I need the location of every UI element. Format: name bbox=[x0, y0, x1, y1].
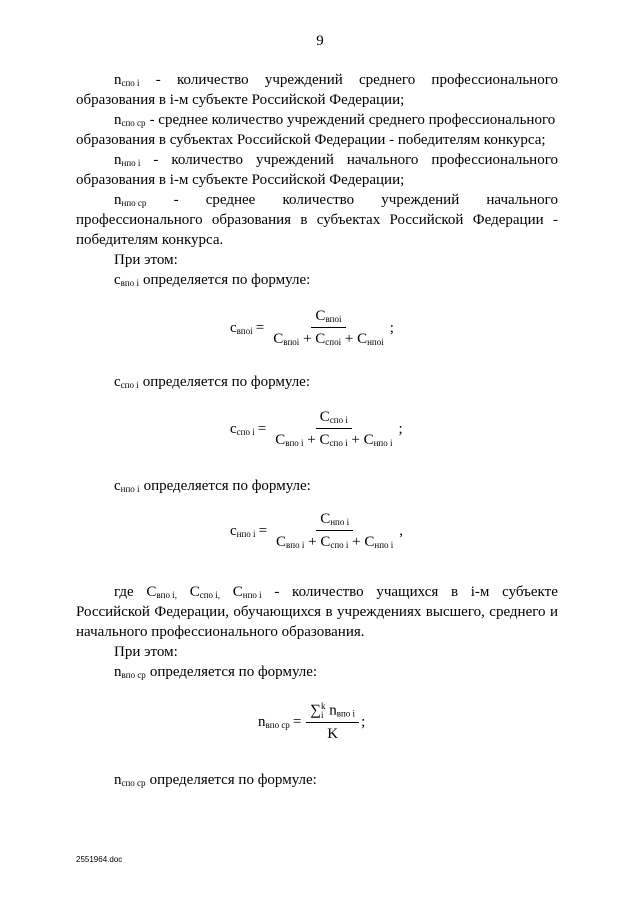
intro-n-spo-sr bbox=[76, 770, 558, 790]
p5-word: i-м bbox=[470, 584, 490, 600]
f1-fraction bbox=[269, 308, 388, 348]
definition-n-npo-sr bbox=[76, 190, 558, 250]
intro-c-npo-i bbox=[76, 476, 558, 496]
p4-word: учреждений bbox=[381, 192, 460, 208]
p5-symbol: $C_{нпо i}$ bbox=[232, 584, 262, 600]
intro5-text: определяется по формуле: bbox=[149, 772, 317, 788]
p5-line1 bbox=[76, 582, 558, 602]
intro3-text: определяется по формуле: bbox=[143, 478, 311, 494]
p4-word: - bbox=[552, 212, 558, 228]
p3-symbol: $n_{нпо i}$ bbox=[114, 152, 141, 168]
intro5-symbol: $n_{спо ср}$ bbox=[114, 772, 146, 788]
footer-filename: 2551964.doc bbox=[76, 855, 123, 864]
p5-symbol: $C_{впо i,}$ bbox=[146, 584, 177, 600]
p3-word: - bbox=[153, 152, 159, 168]
p4-word: - bbox=[173, 192, 179, 208]
f1-equals: = bbox=[255, 319, 265, 336]
f4-lhs: $n_{впо ср}$ bbox=[258, 714, 290, 730]
p4-word: среднее bbox=[205, 192, 256, 208]
intro3-symbol: $c_{нпо i}$ bbox=[114, 478, 140, 494]
pri-etom-2 bbox=[76, 642, 558, 662]
p5-word: и bbox=[549, 604, 558, 620]
f1-numerator: $C_{впоi}$ bbox=[311, 308, 345, 328]
p3-line2: образования в i-м субъекте Российской Федерации; bbox=[76, 172, 405, 188]
p5-line3: начального профессионального образования. bbox=[76, 624, 365, 640]
f1-end: ; bbox=[389, 319, 394, 336]
f3-numerator: $C_{нпо i}$ bbox=[316, 511, 353, 531]
p5-word: количество bbox=[292, 584, 364, 600]
f2-equals: = bbox=[257, 420, 267, 437]
p2-symbol: $n_{спо ср}$ bbox=[114, 112, 146, 128]
intro5-line bbox=[76, 770, 558, 790]
definition-n-spo-sr bbox=[76, 110, 558, 150]
p5-word: среднего bbox=[489, 604, 546, 620]
intro3-line bbox=[76, 476, 558, 496]
f2-lhs: $c_{спо i}$ bbox=[230, 420, 255, 437]
p1-word: профессионального bbox=[431, 72, 558, 88]
intro2-symbol: $c_{спо i}$ bbox=[114, 374, 139, 390]
p5-word: обучающихся bbox=[233, 604, 322, 620]
f3-equals: = bbox=[258, 522, 268, 539]
p5-word: субъекте bbox=[502, 584, 558, 600]
p1-line2: образования в i-м субъекте Российской Федерации; bbox=[76, 92, 405, 108]
p4-word: образования bbox=[211, 212, 292, 228]
f1-denominator: $C_{впоi} + C_{споi} + C_{нпоi}$ bbox=[273, 331, 384, 347]
p1-word: учреждений bbox=[264, 72, 343, 88]
intro-n-vpo-sr bbox=[76, 662, 558, 682]
p1-word: количество bbox=[177, 72, 249, 88]
p3-word: начального bbox=[346, 152, 419, 168]
definition-n-spo-i bbox=[76, 70, 558, 110]
f4-denominator: K bbox=[327, 726, 339, 742]
definition-c-counts bbox=[76, 582, 558, 642]
f3-fraction bbox=[272, 511, 397, 551]
p4-word: Федерации bbox=[472, 212, 544, 228]
p4-word: профессионального bbox=[76, 212, 203, 228]
f4-end: ; bbox=[361, 714, 366, 730]
definition-n-npo-i bbox=[76, 150, 558, 190]
p1-word: среднего bbox=[358, 72, 416, 88]
formula-c-spo-i bbox=[230, 409, 403, 449]
f2-numerator: $C_{спо i}$ bbox=[316, 409, 352, 429]
p2-text: - среднее количество учреждений среднего профессионального bbox=[149, 112, 556, 128]
f2-denominator: $C_{впо i} + C_{спо i} + C_{нпо i}$ bbox=[275, 432, 393, 448]
p4-line2 bbox=[76, 210, 558, 230]
intro2-text: определяется по формуле: bbox=[142, 374, 311, 390]
p4-word: в bbox=[300, 212, 308, 228]
f1-lhs: $c_{впоi}$ bbox=[230, 319, 253, 336]
intro1-text: определяется по формуле: bbox=[143, 272, 311, 288]
p4-word: начального bbox=[486, 192, 558, 208]
p4-word: количество bbox=[282, 192, 355, 208]
p1-word: - bbox=[155, 72, 161, 88]
intro4-text: определяется по формуле: bbox=[149, 664, 318, 680]
pri-etom-1 bbox=[76, 250, 558, 270]
p3-line1 bbox=[76, 150, 558, 170]
intro4-symbol: $n_{впо ср}$ bbox=[114, 664, 146, 680]
p5-word: учреждениях bbox=[337, 604, 422, 620]
p5-line2 bbox=[76, 602, 558, 622]
formula-c-npo-i bbox=[230, 511, 403, 551]
f3-denominator: $C_{впо i} + C_{спо i} + C_{нпо i}$ bbox=[276, 534, 394, 550]
p1-symbol: $n_{спо i}$ bbox=[114, 72, 140, 88]
p5-word: где bbox=[114, 584, 134, 600]
p4-word: Российской bbox=[389, 212, 464, 228]
intro1-symbol: $c_{впо i}$ bbox=[114, 272, 139, 288]
intro2-line bbox=[76, 372, 558, 392]
intro1-line bbox=[76, 270, 558, 290]
p5-word: в bbox=[325, 604, 333, 620]
p4-line3: победителям конкурса. bbox=[76, 232, 224, 248]
p4-word: субъектах bbox=[316, 212, 381, 228]
p5-word: учащихся bbox=[376, 584, 439, 600]
p3-word: учреждений bbox=[255, 152, 334, 168]
f4-fraction bbox=[306, 702, 359, 743]
page-number: 9 bbox=[316, 33, 324, 49]
formula-c-vpo-i bbox=[230, 308, 394, 348]
p5-word: в bbox=[450, 584, 459, 600]
pri-etom-text: При этом: bbox=[114, 252, 178, 268]
p5-word: - bbox=[274, 584, 280, 600]
sum-symbol: ∑ bbox=[310, 702, 321, 719]
intro4-line bbox=[76, 662, 558, 682]
p3-word: количество bbox=[171, 152, 243, 168]
p4-symbol: $n_{нпо ср}$ bbox=[114, 192, 147, 208]
p5-word: Российской bbox=[76, 604, 150, 620]
p4-line1 bbox=[76, 190, 558, 210]
intro-c-vpo-i bbox=[76, 270, 558, 290]
f4-equals: = bbox=[292, 714, 302, 730]
p5-word: Федерации, bbox=[154, 604, 229, 620]
pri-etom-text: При этом: bbox=[114, 644, 178, 660]
p2-line1 bbox=[76, 110, 558, 130]
p5-symbol: $C_{спо i,}$ bbox=[189, 584, 221, 600]
p2-line2: образования в субъектах Российской Федерации - победителям конкурса; bbox=[76, 132, 546, 148]
intro-c-spo-i bbox=[76, 372, 558, 392]
f3-lhs: $c_{нпо i}$ bbox=[230, 522, 256, 539]
p5-word: высшего, bbox=[425, 604, 485, 620]
p1-line1 bbox=[76, 70, 558, 90]
f2-fraction bbox=[271, 409, 396, 449]
f3-end: , bbox=[399, 522, 404, 539]
formula-n-vpo-sr bbox=[258, 702, 365, 743]
p3-word: профессионального bbox=[431, 152, 558, 168]
f4-numerator: ∑ k i $n_{впо i}$ bbox=[306, 702, 359, 723]
f2-end: ; bbox=[398, 420, 403, 437]
